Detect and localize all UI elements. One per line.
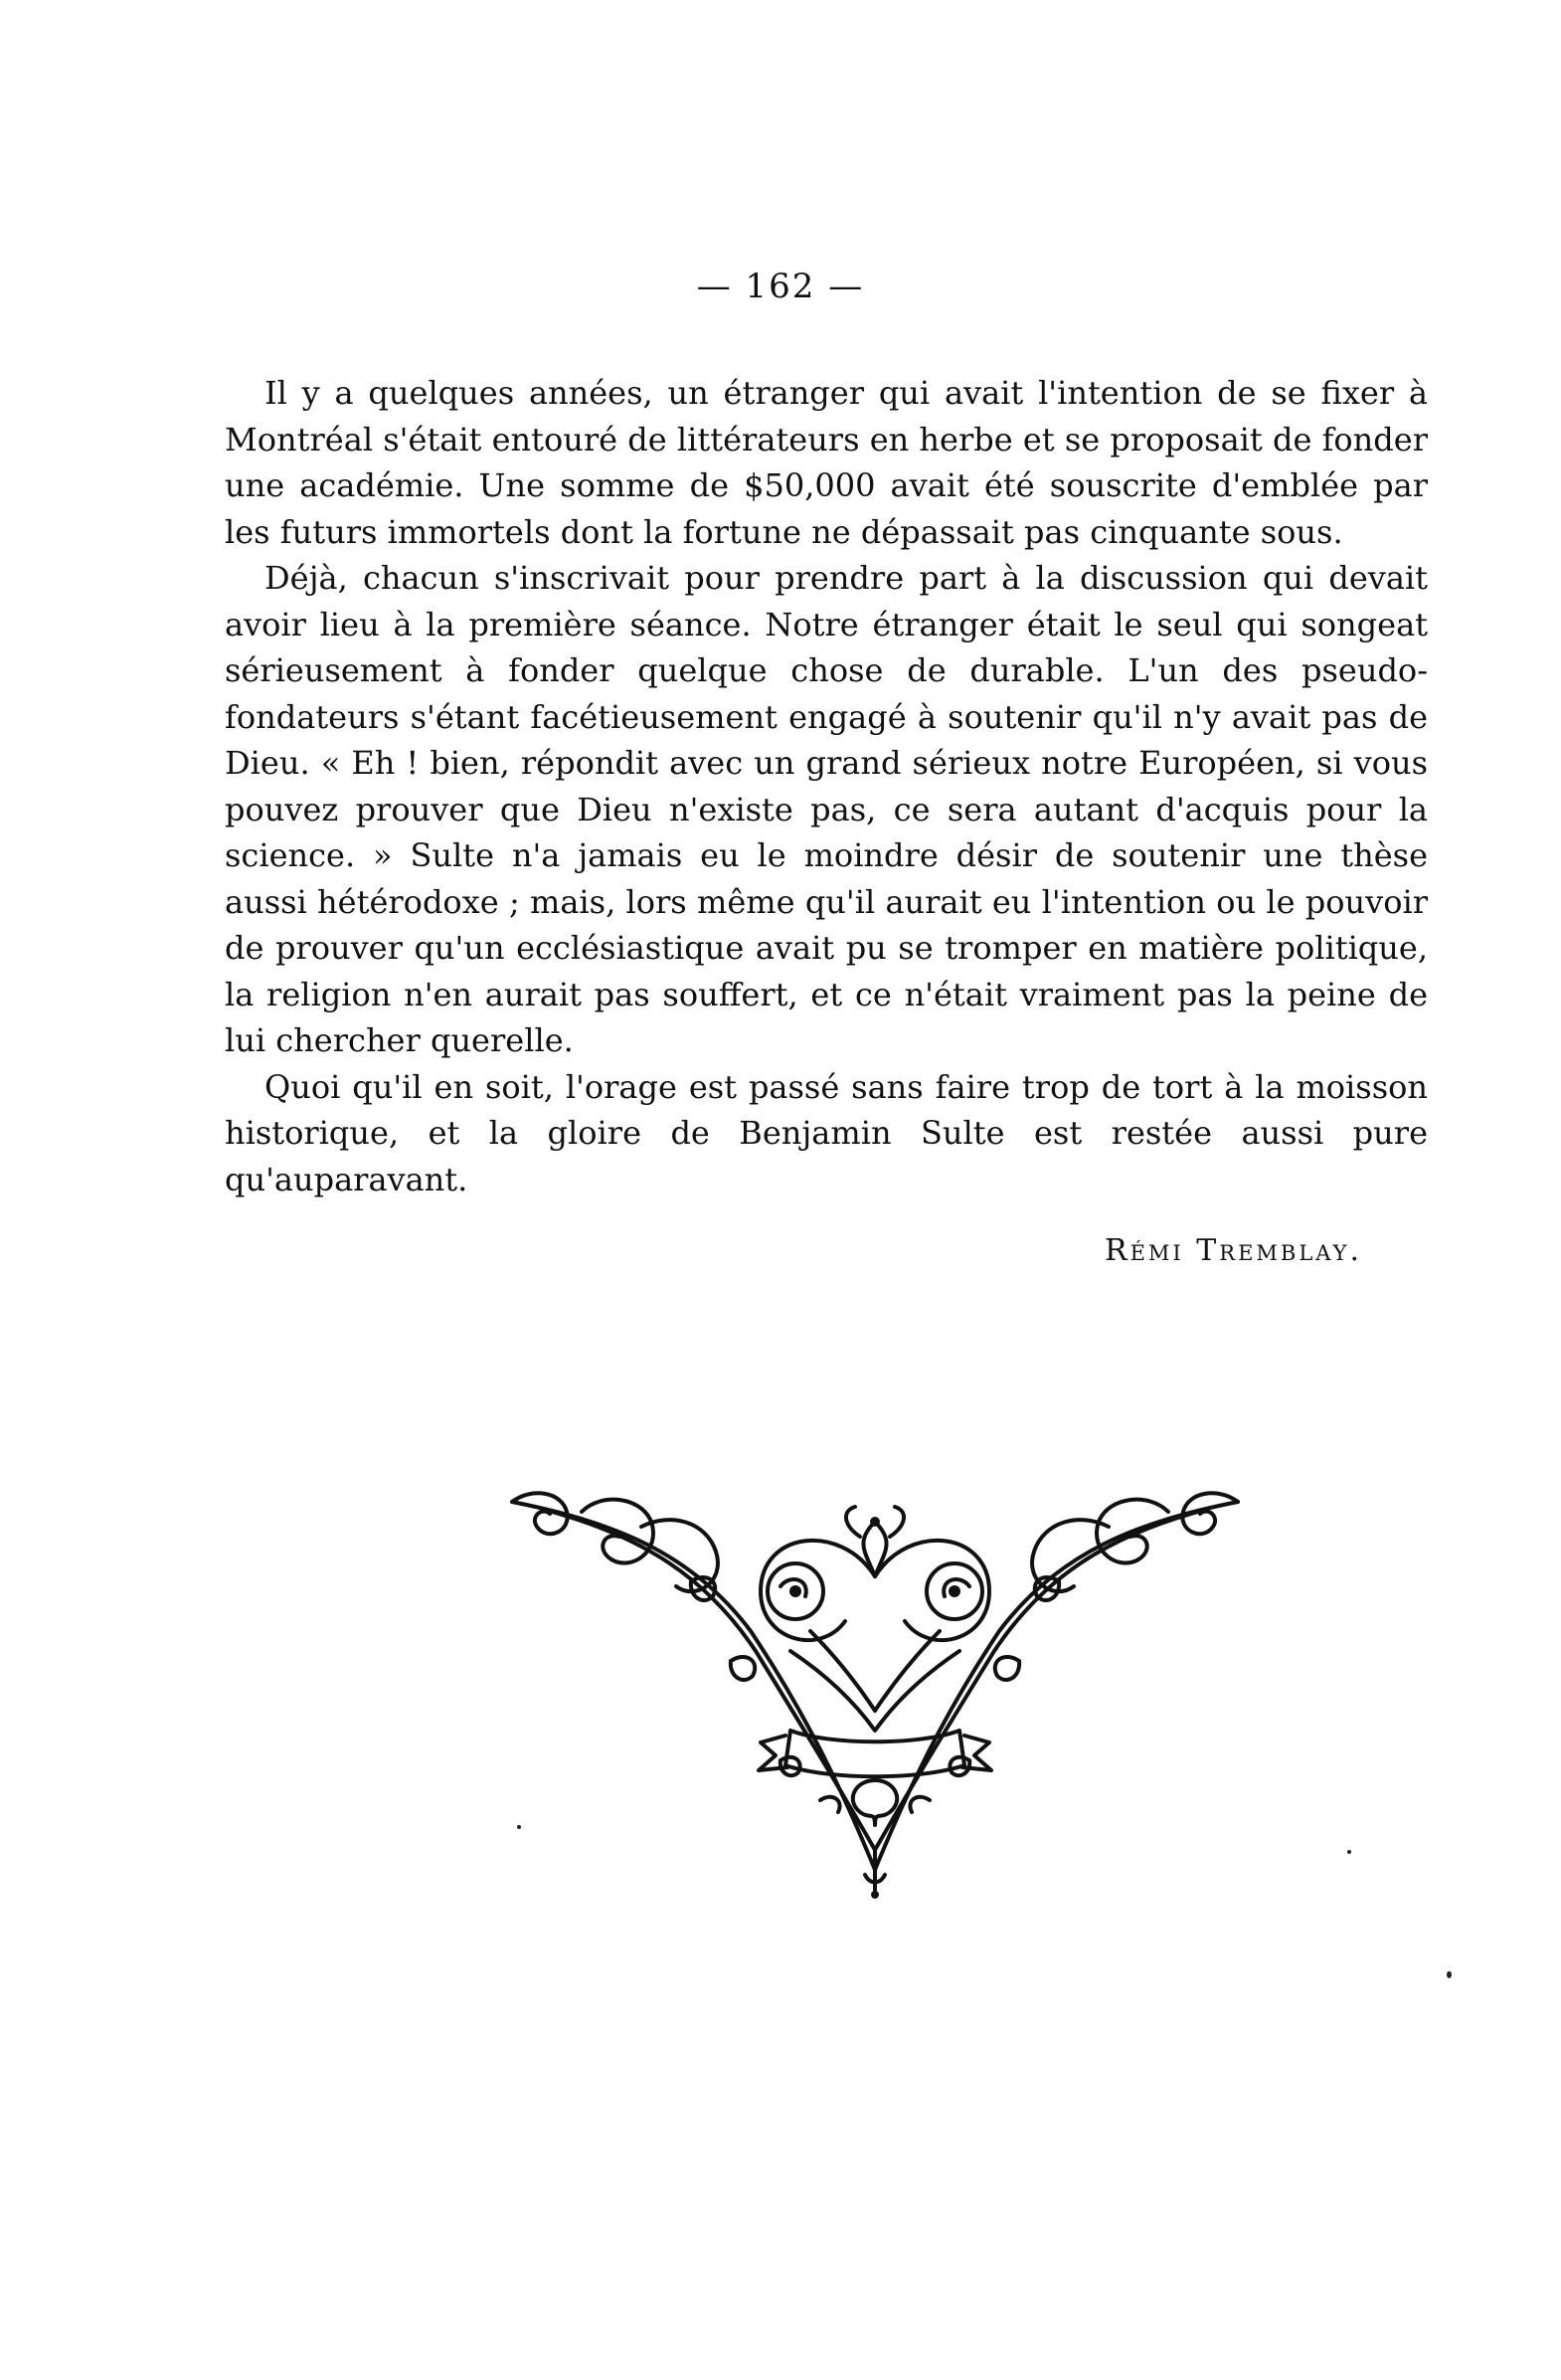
author-signature: Rémi Tremblay. (1105, 1233, 1362, 1268)
print-speck (517, 1825, 521, 1829)
paragraph-2: Déjà, chacun s'inscrivait pour prendre part à la discussion qui devait avoir lieu à la première séance. Notre étranger était le seul qui songeat sérieusement à fonder quelque chose de durable. L'un des pseudo-fondateurs s'étant facétieusement engagé à soutenir qu'il n'y avait pas de Dieu. « Eh ! bien, répondit avec un grand sérieux notre Européen, si vous pouvez prouver que Dieu n'existe pas, ce sera autant d'acquis pour la science. » Sulte n'a jamais eu le moindre désir de soutenir une thèse aussi hétérodoxe ; mais, lors même qu'il aurait eu l'intention ou le pouvoir de prouver qu'un ecclésiastique avait pu se tromper en matière politique, la religion n'en aurait pas souffert, et ce n'était vraiment pas la peine de lui chercher querelle. (225, 559, 1428, 1059)
print-speck (1447, 1971, 1452, 1978)
paragraph-3: Quoi qu'il en soit, l'orage est passé sans faire trop de tort à la moisson historique, et la gloire de Benjamin Sulte est restée aussi pure qu'auparavant. (225, 1067, 1428, 1198)
floral-ornament-icon (492, 1482, 1258, 1900)
paragraph-1: Il y a quelques années, un étranger qui avait l'intention de se fixer à Montréal s'était entouré de littérateurs en herbe et se proposait de fonder une académie. Une somme de $50,000 avait été souscrite d'emblée par les futurs immortels dont la fortune ne dépassait pas cinquante sous. (225, 374, 1428, 551)
page-number: — 162 — (696, 267, 865, 306)
body-text (225, 370, 1428, 1202)
print-speck (1347, 1850, 1351, 1854)
